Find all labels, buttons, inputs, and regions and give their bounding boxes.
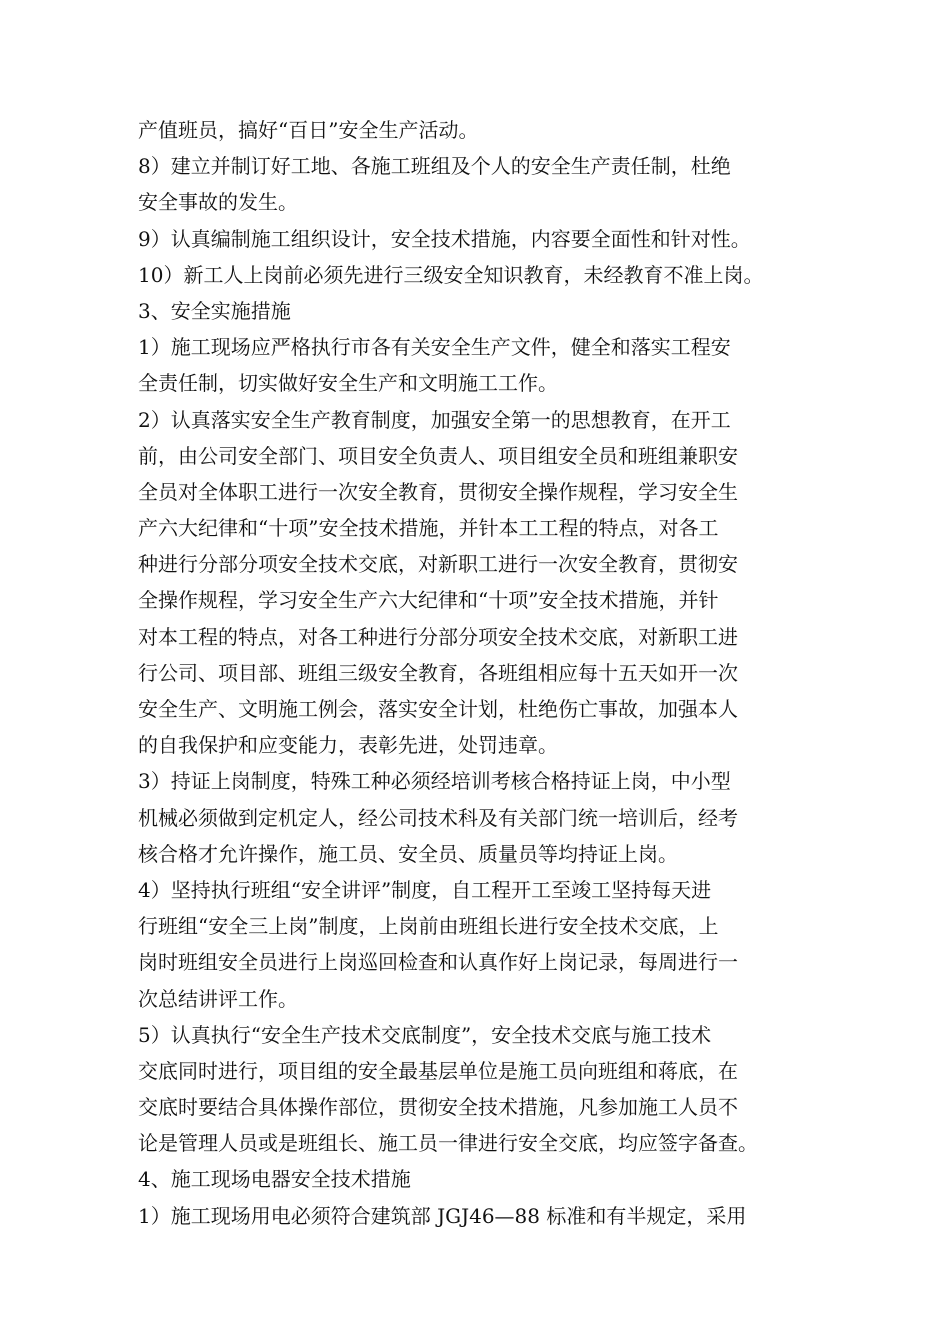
text-line: 全操作规程，学习安全生产六大纪律和“十项”安全技术措施，并针: [138, 588, 719, 613]
text-line: 交底时要结合具体操作部位，贯彻安全技术措施，凡参加施工人员不: [138, 1095, 738, 1120]
document-body: [138, 112, 838, 1234]
text-line: 10）新工人上岗前必须先进行三级安全知识教育，未经教育不准上岗。: [138, 262, 764, 287]
section-heading: 4、施工现场电器安全技术措施: [138, 1167, 411, 1192]
text-line: 前，由公司安全部门、项目安全负责人、项目组安全员和班组兼职安: [138, 443, 738, 468]
text-line: 交底同时进行，项目组的安全最基层单位是施工员向班组和蒋底，在: [138, 1058, 738, 1083]
section-heading: 3、安全实施措施: [138, 298, 291, 323]
text-line: 种进行分部分项安全技术交底，对新职工进行一次安全教育，贯彻安: [138, 552, 738, 577]
text-line: 核合格才允许操作，施工员、安全员、质量员等均持证上岗。: [138, 841, 678, 866]
text-line: 机械必须做到定机定人，经公司技术科及有关部门统一培训后，经考: [138, 805, 738, 830]
text-line: 产六大纪律和“十项”安全技术措施，并针本工工程的特点，对各工: [138, 516, 719, 541]
text-line: 次总结讲评工作。: [138, 986, 298, 1011]
text-line: 论是管理人员或是班组长、施工员一律进行安全交底，均应签字备查。: [138, 1131, 758, 1156]
text-line: 产值班员，搞好“百日”安全生产活动。: [138, 118, 479, 142]
text-line: 对本工程的特点，对各工种进行分部分项安全技术交底，对新职工进: [138, 624, 738, 649]
text-line: 行班组“安全三上岗”制度，上岗前由班组长进行安全技术交底，上: [138, 914, 719, 939]
text-line: 安全事故的发生。: [138, 190, 298, 215]
text-line: 5）认真执行“安全生产技术交底制度”，安全技术交底与施工技术: [138, 1022, 712, 1047]
text-line: 岗时班组安全员进行上岗巡回检查和认真作好上岗记录，每周进行一: [138, 950, 738, 975]
text-line: 1）施工现场应严格执行市各有关安全生产文件，健全和落实工程安: [138, 335, 731, 360]
text-line: 的自我保护和应变能力，表彰先进，处罚违章。: [138, 733, 558, 758]
text-line: 行公司、项目部、班组三级安全教育，各班组相应每十五天如开一次: [138, 660, 738, 685]
text-line: 全员对全体职工进行一次安全教育，贯彻安全操作规程，学习安全生: [138, 479, 738, 504]
text-line: 安全生产、文明施工例会，落实安全计划，杜绝伤亡事故，加强本人: [138, 697, 738, 721]
text-line: 9）认真编制施工组织设计，安全技术措施，内容要全面性和针对性。: [138, 226, 751, 251]
text-line: 2）认真落实安全生产教育制度，加强安全第一的思想教育，在开工: [138, 407, 731, 432]
text-line: 全责任制，切实做好安全生产和文明施工工作。: [138, 371, 558, 396]
text-line: 8）建立并制订好工地、各施工班组及个人的安全生产责任制，杜绝: [138, 154, 731, 179]
text-line: 3）持证上岗制度，特殊工种必须经培训考核合格持证上岗，中小型: [138, 769, 731, 794]
text-line: 1）施工现场用电必须符合建筑部 JGJ46—88 标准和有半规定，采用: [138, 1203, 747, 1228]
text-line: 4）坚持执行班组“安全讲评”制度，自工程开工至竣工坚持每天进: [138, 877, 712, 902]
